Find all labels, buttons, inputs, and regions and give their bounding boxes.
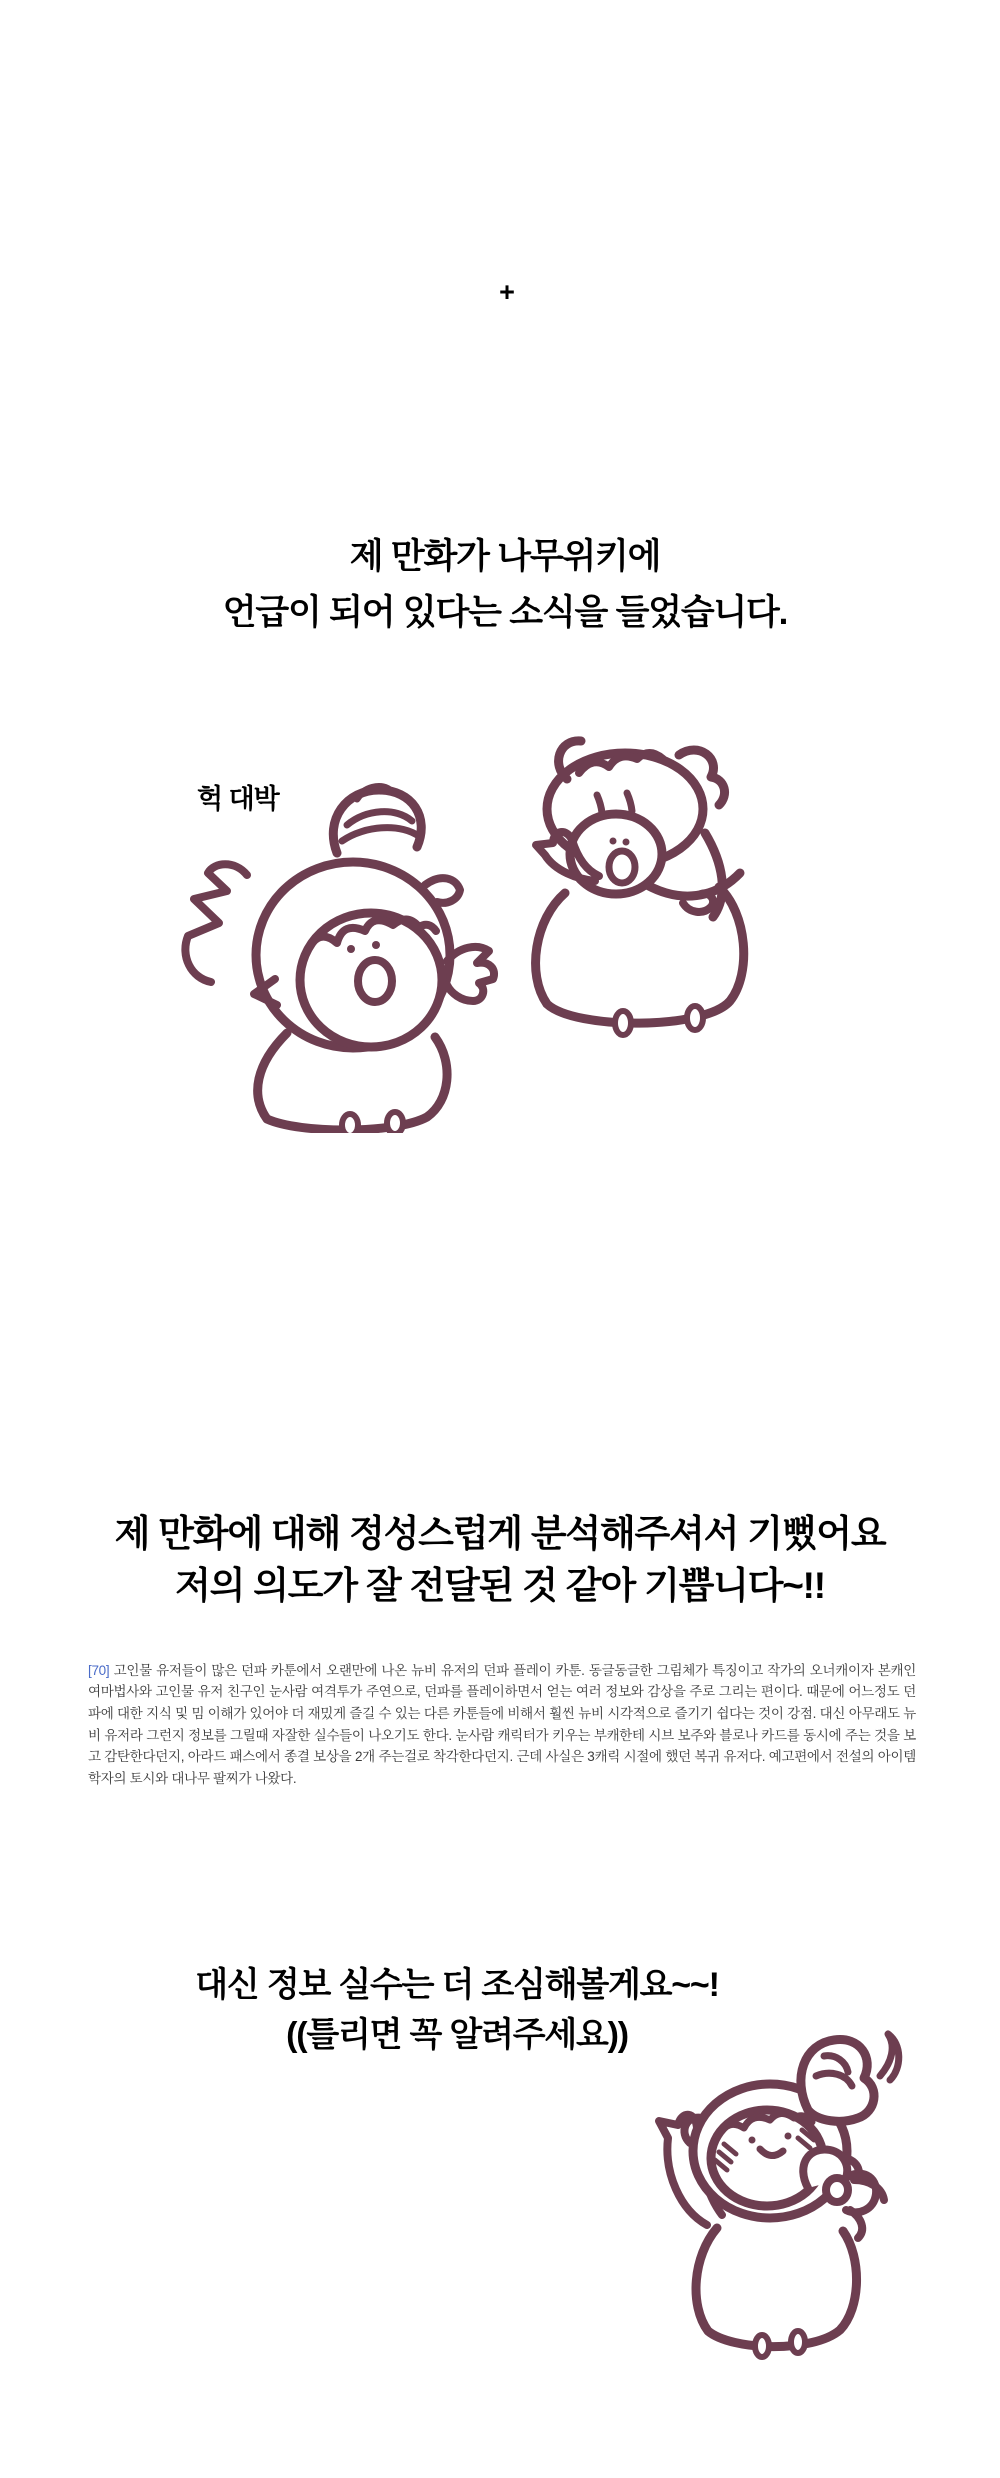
girl2-bun-hat bbox=[801, 2040, 874, 2122]
plus-divider: + bbox=[499, 277, 515, 307]
sheep-nose-dot-right bbox=[623, 839, 630, 846]
comic-panel-closing bbox=[612, 2018, 912, 2378]
intro-caption bbox=[0, 529, 1000, 641]
girl2-foot-left bbox=[755, 2335, 769, 2357]
closing-caption-line1: 대신 정보 실수는 더 조심해볼게요~~! bbox=[195, 1966, 719, 2004]
intro-caption-line2: 언급이 되어 있다는 소식을 들었습니다. bbox=[222, 593, 788, 632]
girl-eye-left bbox=[347, 945, 355, 953]
girl2-bun-sprout bbox=[880, 2034, 899, 2080]
sheep-foot-left bbox=[615, 1011, 631, 1035]
girl2-eye-left bbox=[749, 2137, 756, 2144]
girl2-body bbox=[696, 2228, 857, 2347]
closing-girl-drawing bbox=[612, 2018, 912, 2378]
shout-label: 헉 대박 bbox=[197, 784, 279, 814]
happy-girl-drawing bbox=[659, 2034, 899, 2357]
reaction-caption bbox=[0, 1508, 1000, 1612]
girl-foot-right bbox=[387, 1112, 403, 1133]
girl-foot-left bbox=[342, 1114, 358, 1133]
bow-knot bbox=[826, 2178, 848, 2202]
shock-lines-icon bbox=[185, 864, 247, 982]
girl2-eye-right bbox=[785, 2133, 792, 2140]
surprise-scene-drawing bbox=[95, 733, 755, 1133]
sheep-nose-dot-left bbox=[610, 838, 617, 845]
sheep-foot-right bbox=[687, 1006, 703, 1030]
girl2-foot-right bbox=[791, 2331, 805, 2353]
reaction-caption-line1: 제 만화에 대해 정성스럽게 분석해주셔서 기뻤어요 bbox=[114, 1513, 886, 1554]
intro-caption-line1: 제 만화가 나무위키에 bbox=[349, 537, 661, 576]
girl-flail-hand bbox=[447, 947, 494, 1001]
sheep-mouth-open bbox=[609, 851, 635, 883]
namuwiki-quote-text: 고인물 유저들이 많은 던파 카툰에서 오랜만에 나온 뉴비 유저의 던파 플레이 카툰. 동글동글한 그림체가 특징이고 작가의 오너캐이자 본캐인 여마법사와 고인물 유저 친구인 눈사람 여격투가 주연으로, 던파를 플레이하면서 얻는 여러 정보와 감상을 주로 그리는 편이다. 때문에 어느정도 던파에 대한 지식 및 밈 이해가 있어야 더 재밌게 즐길 수 있는 다른 카툰들에 비해서 훨씬 뉴비 시각적으로 즐기기 쉽다는 것이 강점. 대신 아무래도 뉴비 유저라 그런지 정보를 그릴때 자잘한 실수들이 나오기도 한다. 눈사람 캐릭터가 키우는 부캐한테 시브 보주와 블로나 카드를 동시에 주는 것을 보고 감탄한다던지, 아라드 패스에서 종결 보상을 2개 주는걸로 착각한다던지. 근데 사실은 3캐릭 시절에 했던 복귀 유저다. 예고편에서 전설의 아이템 학자의 토시와 대나무 팔찌가 나왔다. bbox=[88, 1662, 916, 1787]
closing-caption-line2: ((틀리면 꼭 알려주세요)) bbox=[286, 2016, 628, 2054]
comic-panel-surprise bbox=[95, 733, 755, 1133]
girl-mouth-open bbox=[358, 960, 392, 1002]
bow-tail-down bbox=[850, 2210, 862, 2238]
footnote-70-link: [70] bbox=[88, 1662, 110, 1678]
namuwiki-quote-paragraph bbox=[88, 1660, 916, 1790]
reaction-caption-line2: 저의 의도가 잘 전달된 것 같아 기쁩니다~!! bbox=[175, 1565, 825, 1606]
surprised-girl-drawing bbox=[254, 787, 494, 1133]
girl-eye-right bbox=[372, 941, 380, 949]
sheep-friend-drawing bbox=[536, 741, 744, 1035]
